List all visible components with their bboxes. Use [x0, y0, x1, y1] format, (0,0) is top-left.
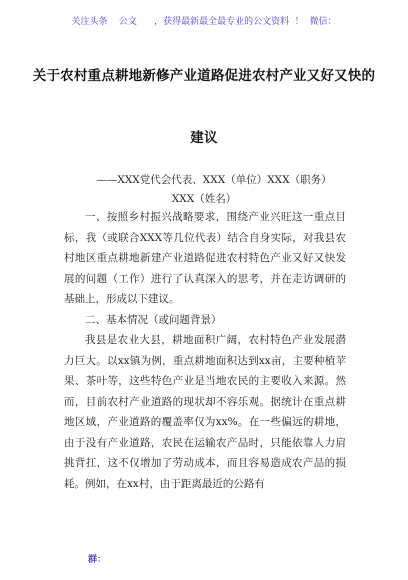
document-title-line-2: 建议	[190, 130, 218, 146]
section-heading-background: 二、基本情况（或问题背景）	[85, 313, 222, 326]
footer-group-label: 群：	[88, 555, 107, 565]
document-title-line-1: 关于农村重点耕地新修产业道路促进农村产业又好又快的	[32, 68, 376, 84]
paragraph-intro: 一、按照乡村振兴战略要求，围绕产业兴旺这一重点目标，我（或联合XXX等几位代表）结合自身实际，对我县农村地区重点耕地新建产业道路促进农村特色产业又好又快发展的问题（工作）进行了认真深入的思考，并在走访调研的基础上，形成以下建议。	[64, 211, 346, 305]
document-body	[64, 207, 346, 494]
author-name: XXX（姓名）	[171, 193, 237, 205]
header-banner: 关注头条 公文 ，获得最新最全最专业的公文资料 ！ 微信：	[71, 17, 337, 27]
author-byline: ——XXX党代会代表、XXX（单位）XXX（职务）	[96, 174, 332, 186]
paragraph-background: 我县是农业大县，耕地面积广阔，农村特色产业发展潜力巨大。以xx镇为例，重点耕地面积达到xx亩，主要种植苹果、茶叶等，这些特色产业是当地农民的主要收入来源。然而，目前农村产业道路的现状却不容乐观。据统计在重点耕地区域，产业道路的覆盖率仅为xx%。在一些偏远的耕地，由于没有产业道路，农民在运输农产品时，只能依靠人力肩挑背扛，这不仅增加了劳动成本，而且容易造成农产品的损耗。例如，在xx村，由于距离最近的公路有	[64, 334, 346, 490]
